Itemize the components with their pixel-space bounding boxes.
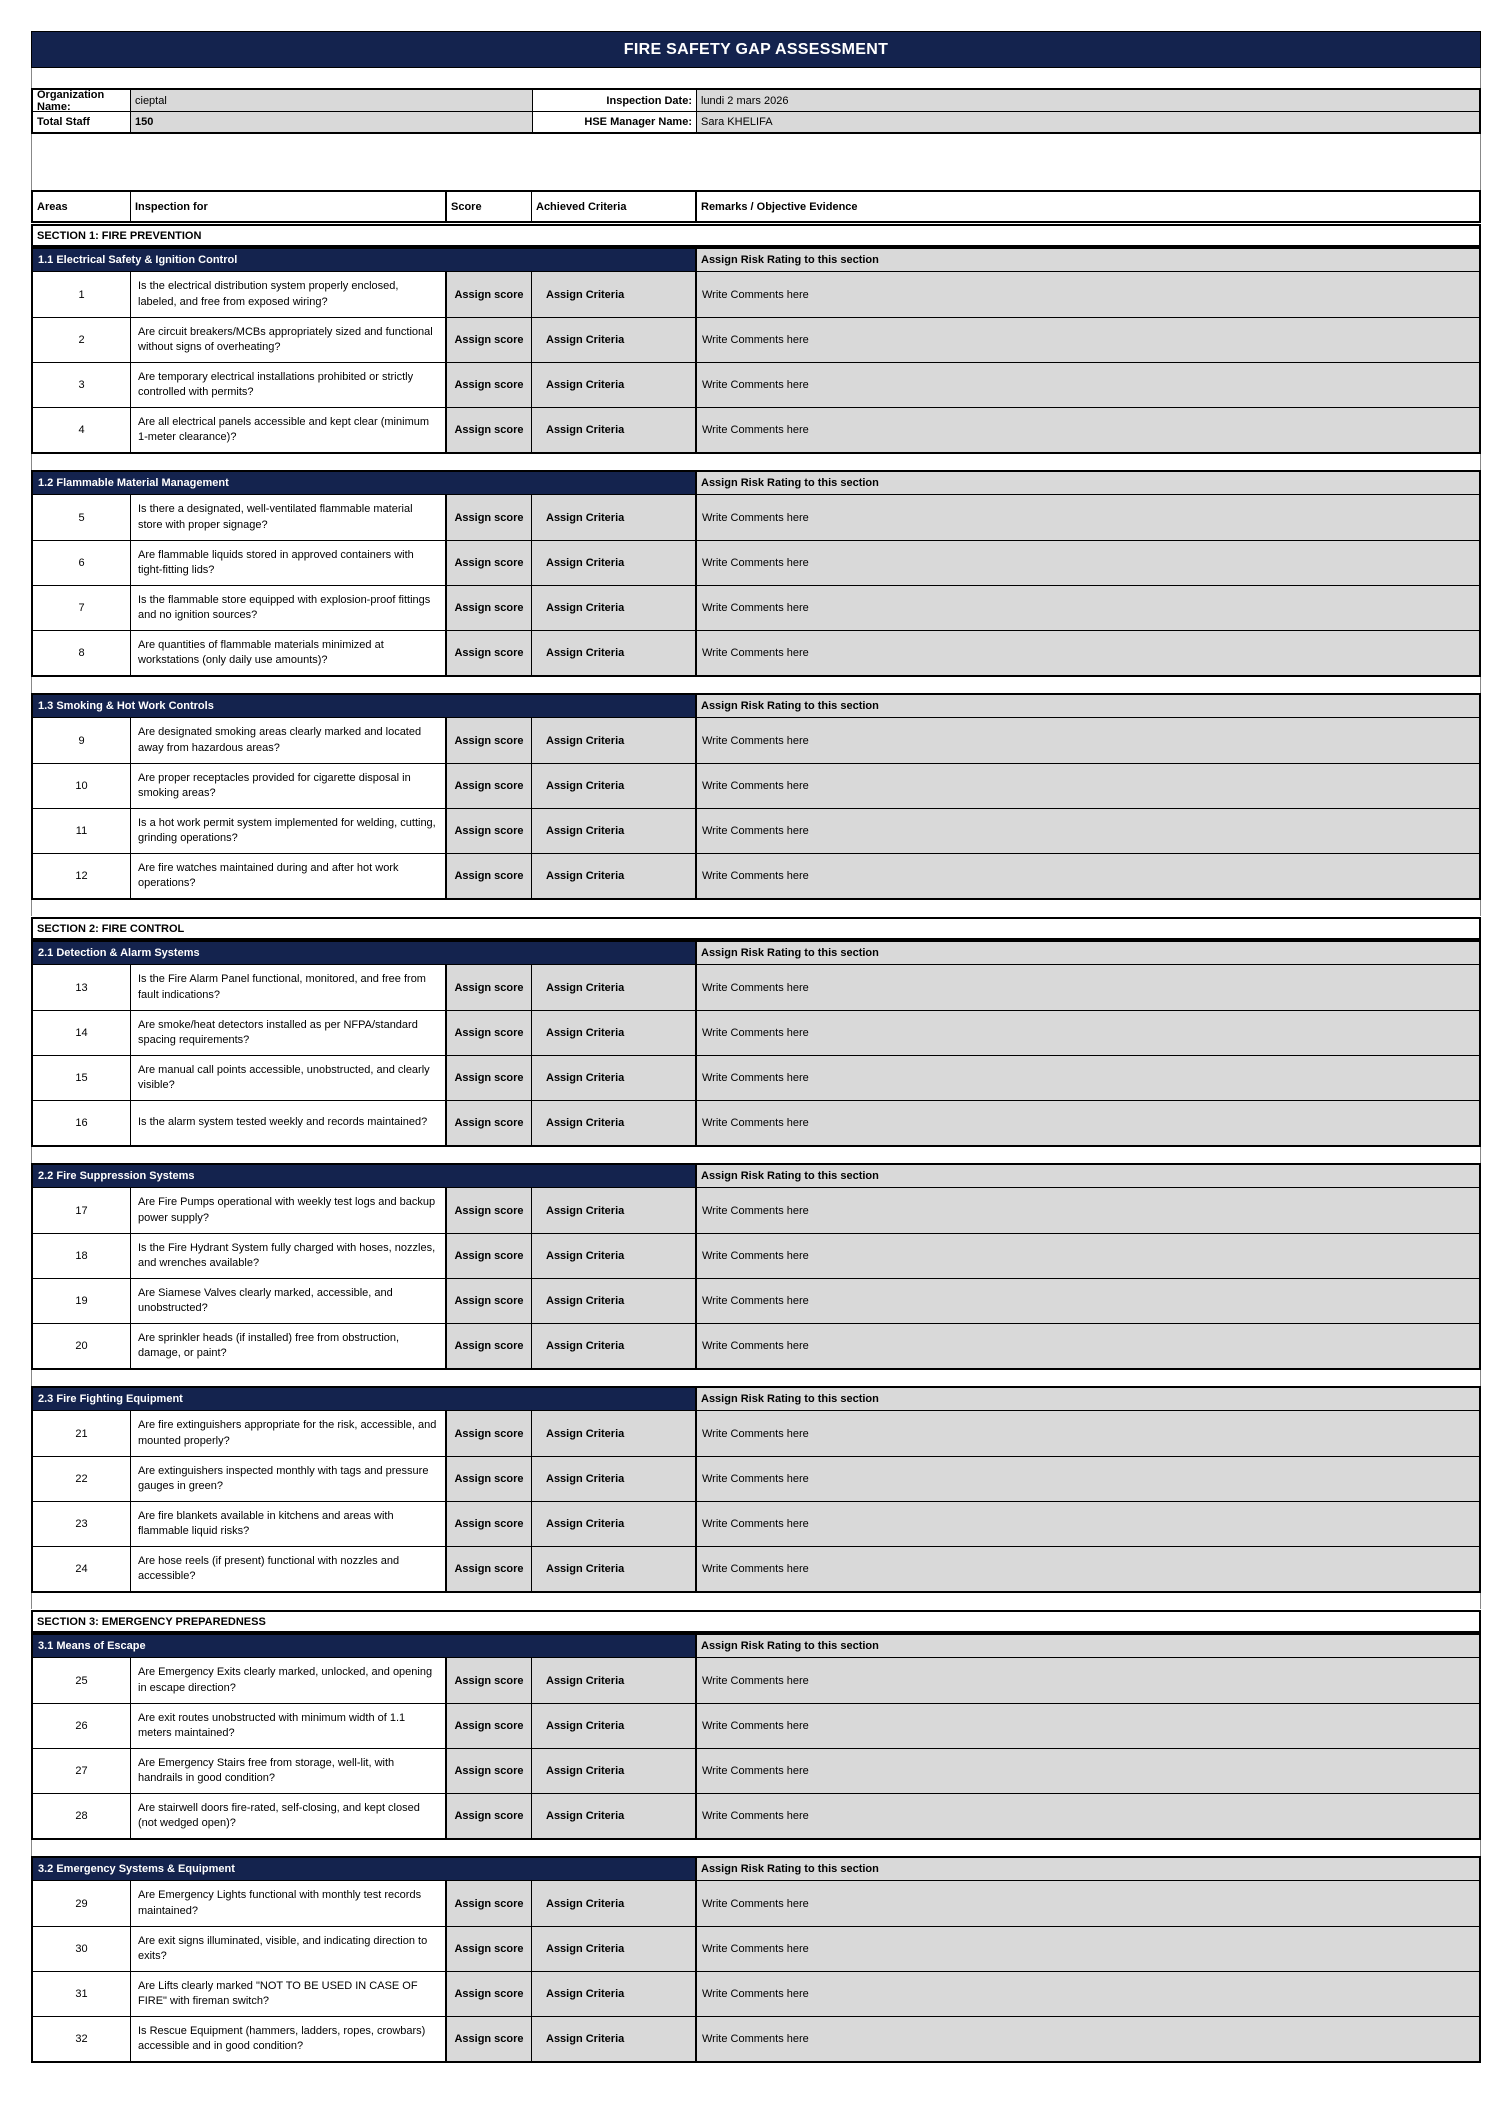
question-row xyxy=(33,1278,1479,1323)
total-staff-label: Total Staff xyxy=(33,112,131,132)
question-row xyxy=(33,1323,1479,1368)
question-text: Are temporary electrical installations prohibited or strictly controlled with permits? xyxy=(131,363,447,407)
question-row xyxy=(33,965,1479,1010)
question-row xyxy=(33,1971,1479,2016)
criteria-cell[interactable]: Assign Criteria xyxy=(532,1547,697,1591)
remarks-cell[interactable]: Write Comments here xyxy=(697,1234,1479,1278)
question-text: Are sprinkler heads (if installed) free from obstruction, damage, or paint? xyxy=(131,1324,447,1368)
criteria-cell[interactable]: Assign Criteria xyxy=(532,586,697,630)
score-cell[interactable]: Assign score xyxy=(447,718,532,763)
remarks-cell[interactable]: Write Comments here xyxy=(697,1794,1479,1838)
subsection-block xyxy=(31,470,1481,677)
report-title: FIRE SAFETY GAP ASSESSMENT xyxy=(31,31,1481,68)
criteria-cell[interactable]: Assign Criteria xyxy=(532,1457,697,1501)
question-text: Are Lifts clearly marked "NOT TO BE USED IN CASE OF FIRE" with fireman switch? xyxy=(131,1972,447,2016)
subsection-block xyxy=(31,693,1481,900)
question-row xyxy=(33,630,1479,675)
question-row xyxy=(33,317,1479,362)
question-text: Are fire watches maintained during and after hot work operations? xyxy=(131,854,447,898)
question-text: Are extinguishers inspected monthly with tags and pressure gauges in green? xyxy=(131,1457,447,1501)
score-cell[interactable]: Assign score xyxy=(447,1502,532,1546)
row-number: 1 xyxy=(33,272,131,317)
question-row xyxy=(33,1456,1479,1501)
criteria-cell[interactable]: Assign Criteria xyxy=(532,272,697,317)
question-text: Are fire blankets available in kitchens and areas with flammable liquid risks? xyxy=(131,1502,447,1546)
remarks-cell[interactable]: Write Comments here xyxy=(697,854,1479,898)
org-name-value[interactable]: cieptal xyxy=(131,90,533,111)
remarks-cell[interactable]: Write Comments here xyxy=(697,272,1479,317)
question-row xyxy=(33,362,1479,407)
info-row-1 xyxy=(33,90,1479,111)
criteria-cell[interactable]: Assign Criteria xyxy=(532,495,697,540)
spacer-row xyxy=(31,134,1481,190)
question-row xyxy=(33,1658,1479,1703)
question-row xyxy=(33,763,1479,808)
spacer-row xyxy=(31,1370,1481,1386)
section-header: SECTION 3: EMERGENCY PREPAREDNESS xyxy=(31,1610,1481,1633)
subsection-title: 1.1 Electrical Safety & Ignition Control xyxy=(33,249,697,271)
column-header-inspection-for: Inspection for xyxy=(131,192,447,221)
inspection-date-label: Inspection Date: xyxy=(533,90,697,111)
score-cell[interactable]: Assign score xyxy=(447,363,532,407)
row-number: 19 xyxy=(33,1279,131,1323)
question-row xyxy=(33,1881,1479,1926)
row-number: 15 xyxy=(33,1056,131,1100)
row-number: 4 xyxy=(33,408,131,452)
question-text: Are exit routes unobstructed with minimum width of 1.1 meters maintained? xyxy=(131,1704,447,1748)
score-cell[interactable]: Assign score xyxy=(447,631,532,675)
subsection-block xyxy=(31,1386,1481,1593)
question-row xyxy=(33,2016,1479,2061)
question-text: Is the Fire Alarm Panel functional, monitored, and free from fault indications? xyxy=(131,965,447,1010)
criteria-cell[interactable]: Assign Criteria xyxy=(532,1279,697,1323)
criteria-cell[interactable]: Assign Criteria xyxy=(532,1749,697,1793)
question-text: Are smoke/heat detectors installed as per NFPA/standard spacing requirements? xyxy=(131,1011,447,1055)
criteria-cell[interactable]: Assign Criteria xyxy=(532,809,697,853)
question-row xyxy=(33,407,1479,452)
risk-rating-cell[interactable]: Assign Risk Rating to this section xyxy=(697,1858,1479,1880)
criteria-cell[interactable]: Assign Criteria xyxy=(532,1411,697,1456)
question-text: Are Emergency Stairs free from storage, well-lit, with handrails in good condition? xyxy=(131,1749,447,1793)
subsection-header-row xyxy=(33,695,1479,718)
assessment-sheet xyxy=(31,31,1481,2063)
column-header-achieved-criteria: Achieved Criteria xyxy=(532,192,697,221)
question-row xyxy=(33,718,1479,763)
score-cell[interactable]: Assign score xyxy=(447,408,532,452)
subsection-header-row xyxy=(33,249,1479,272)
sections-container xyxy=(31,224,1481,2063)
spacer-row xyxy=(31,900,1481,916)
remarks-cell[interactable]: Write Comments here xyxy=(697,1457,1479,1501)
score-cell[interactable]: Assign score xyxy=(447,1794,532,1838)
remarks-cell[interactable]: Write Comments here xyxy=(697,1704,1479,1748)
remarks-cell[interactable]: Write Comments here xyxy=(697,1011,1479,1055)
criteria-cell[interactable]: Assign Criteria xyxy=(532,1188,697,1233)
remarks-cell[interactable]: Write Comments here xyxy=(697,965,1479,1010)
question-text: Are hose reels (if present) functional with nozzles and accessible? xyxy=(131,1547,447,1591)
column-header-score: Score xyxy=(447,192,532,221)
spacer-row xyxy=(31,1840,1481,1856)
question-text: Are exit signs illuminated, visible, and indicating direction to exits? xyxy=(131,1927,447,1971)
subsection-block xyxy=(31,940,1481,1147)
remarks-cell[interactable]: Write Comments here xyxy=(697,631,1479,675)
subsection-title: 2.2 Fire Suppression Systems xyxy=(33,1165,697,1187)
subsection-block xyxy=(31,1163,1481,1370)
question-row xyxy=(33,1188,1479,1233)
remarks-cell[interactable]: Write Comments here xyxy=(697,495,1479,540)
criteria-cell[interactable]: Assign Criteria xyxy=(532,1056,697,1100)
remarks-cell[interactable]: Write Comments here xyxy=(697,1101,1479,1145)
question-row xyxy=(33,1411,1479,1456)
score-cell[interactable]: Assign score xyxy=(447,965,532,1010)
row-number: 12 xyxy=(33,854,131,898)
criteria-cell[interactable]: Assign Criteria xyxy=(532,1972,697,2016)
criteria-cell[interactable]: Assign Criteria xyxy=(532,408,697,452)
row-number: 31 xyxy=(33,1972,131,2016)
risk-rating-cell[interactable]: Assign Risk Rating to this section xyxy=(697,1635,1479,1657)
row-number: 6 xyxy=(33,541,131,585)
score-cell[interactable]: Assign score xyxy=(447,1547,532,1591)
subsection-header-row xyxy=(33,1165,1479,1188)
risk-rating-cell[interactable]: Assign Risk Rating to this section xyxy=(697,695,1479,717)
row-number: 10 xyxy=(33,764,131,808)
criteria-cell[interactable]: Assign Criteria xyxy=(532,764,697,808)
score-cell[interactable]: Assign score xyxy=(447,1411,532,1456)
question-text: Is the flammable store equipped with explosion-proof fittings and no ignition sources? xyxy=(131,586,447,630)
hse-manager-label: HSE Manager Name: xyxy=(533,112,697,132)
score-cell[interactable]: Assign score xyxy=(447,1927,532,1971)
score-cell[interactable]: Assign score xyxy=(447,854,532,898)
subsection-header-row xyxy=(33,472,1479,495)
score-cell[interactable]: Assign score xyxy=(447,2017,532,2061)
remarks-cell[interactable]: Write Comments here xyxy=(697,1411,1479,1456)
question-text: Is the alarm system tested weekly and records maintained? xyxy=(131,1101,447,1145)
subsection-header-row xyxy=(33,1858,1479,1881)
org-name-label: Organization Name: xyxy=(33,90,131,111)
question-row xyxy=(33,1233,1479,1278)
remarks-cell[interactable]: Write Comments here xyxy=(697,2017,1479,2061)
criteria-cell[interactable]: Assign Criteria xyxy=(532,965,697,1010)
remarks-cell[interactable]: Write Comments here xyxy=(697,1658,1479,1703)
column-header-remarks: Remarks / Objective Evidence xyxy=(701,200,858,213)
score-cell[interactable]: Assign score xyxy=(447,1881,532,1926)
subsection-title: 3.2 Emergency Systems & Equipment xyxy=(33,1858,697,1880)
criteria-cell[interactable]: Assign Criteria xyxy=(532,2017,697,2061)
subsection-header-row xyxy=(33,1388,1479,1411)
question-row xyxy=(33,1748,1479,1793)
question-text: Are fire extinguishers appropriate for the risk, accessible, and mounted properly? xyxy=(131,1411,447,1456)
remarks-cell[interactable]: Write Comments here xyxy=(697,1056,1479,1100)
row-number: 2 xyxy=(33,318,131,362)
info-table xyxy=(31,88,1481,134)
criteria-cell[interactable]: Assign Criteria xyxy=(532,1502,697,1546)
remarks-cell[interactable]: Write Comments here xyxy=(697,1502,1479,1546)
criteria-cell[interactable]: Assign Criteria xyxy=(532,631,697,675)
question-text: Are Fire Pumps operational with weekly test logs and backup power supply? xyxy=(131,1188,447,1233)
row-number: 3 xyxy=(33,363,131,407)
subsection-title: 1.2 Flammable Material Management xyxy=(33,472,697,494)
row-number: 14 xyxy=(33,1011,131,1055)
subsection-block xyxy=(31,1633,1481,1840)
score-cell[interactable]: Assign score xyxy=(447,1457,532,1501)
score-cell[interactable]: Assign score xyxy=(447,1972,532,2016)
remarks-cell[interactable]: Write Comments here xyxy=(697,1188,1479,1233)
row-number: 22 xyxy=(33,1457,131,1501)
question-text: Is there a designated, well-ventilated flammable material store with proper signage? xyxy=(131,495,447,540)
question-row xyxy=(33,1100,1479,1145)
question-text: Is Rescue Equipment (hammers, ladders, ropes, crowbars) accessible and in good condition? xyxy=(131,2017,447,2061)
question-text: Are Siamese Valves clearly marked, accessible, and unobstructed? xyxy=(131,1279,447,1323)
subsection-title: 2.3 Fire Fighting Equipment xyxy=(33,1388,697,1410)
risk-rating-cell[interactable]: Assign Risk Rating to this section xyxy=(697,472,1479,494)
row-number: 27 xyxy=(33,1749,131,1793)
info-row-2 xyxy=(33,111,1479,132)
question-text: Are designated smoking areas clearly marked and located away from hazardous areas? xyxy=(131,718,447,763)
question-text: Are all electrical panels accessible and kept clear (minimum 1-meter clearance)? xyxy=(131,408,447,452)
risk-rating-cell[interactable]: Assign Risk Rating to this section xyxy=(697,942,1479,964)
criteria-cell[interactable]: Assign Criteria xyxy=(532,1658,697,1703)
question-row xyxy=(33,1010,1479,1055)
question-row xyxy=(33,540,1479,585)
subsection-block xyxy=(31,1856,1481,2063)
section-header: SECTION 1: FIRE PREVENTION xyxy=(31,224,1481,247)
question-text: Are flammable liquids stored in approved containers with tight-fitting lids? xyxy=(131,541,447,585)
subsection-block xyxy=(31,247,1481,454)
score-cell[interactable]: Assign score xyxy=(447,318,532,362)
section-header: SECTION 2: FIRE CONTROL xyxy=(31,917,1481,940)
criteria-cell[interactable]: Assign Criteria xyxy=(532,1324,697,1368)
remarks-cell[interactable]: Write Comments here xyxy=(697,318,1479,362)
score-cell[interactable]: Assign score xyxy=(447,541,532,585)
remarks-cell[interactable]: Write Comments here xyxy=(697,363,1479,407)
row-number: 25 xyxy=(33,1658,131,1703)
risk-rating-cell[interactable]: Assign Risk Rating to this section xyxy=(697,249,1479,271)
question-row xyxy=(33,1793,1479,1838)
remarks-cell[interactable]: Write Comments here xyxy=(697,1324,1479,1368)
question-text: Are circuit breakers/MCBs appropriately sized and functional without signs of overheating? xyxy=(131,318,447,362)
question-row xyxy=(33,853,1479,898)
score-cell[interactable]: Assign score xyxy=(447,1324,532,1368)
question-text: Are manual call points accessible, unobstructed, and clearly visible? xyxy=(131,1056,447,1100)
row-number: 9 xyxy=(33,718,131,763)
row-number: 30 xyxy=(33,1927,131,1971)
subsection-title: 2.1 Detection & Alarm Systems xyxy=(33,942,697,964)
spacer-row xyxy=(31,454,1481,470)
question-row xyxy=(33,1703,1479,1748)
row-number: 18 xyxy=(33,1234,131,1278)
row-number: 32 xyxy=(33,2017,131,2061)
subsection-title: 3.1 Means of Escape xyxy=(33,1635,697,1657)
question-row xyxy=(33,272,1479,317)
criteria-cell[interactable]: Assign Criteria xyxy=(532,1101,697,1145)
criteria-cell[interactable]: Assign Criteria xyxy=(532,854,697,898)
remarks-cell[interactable]: Write Comments here xyxy=(697,718,1479,763)
question-text: Is a hot work permit system implemented for welding, cutting, grinding operations? xyxy=(131,809,447,853)
question-row xyxy=(33,1546,1479,1591)
criteria-cell[interactable]: Assign Criteria xyxy=(532,541,697,585)
row-number: 20 xyxy=(33,1324,131,1368)
spacer-row xyxy=(31,1593,1481,1609)
row-number: 28 xyxy=(33,1794,131,1838)
score-cell[interactable]: Assign score xyxy=(447,272,532,317)
spacer-row xyxy=(31,677,1481,693)
risk-rating-cell[interactable]: Assign Risk Rating to this section xyxy=(697,1388,1479,1410)
spacer-row xyxy=(31,1147,1481,1163)
row-number: 23 xyxy=(33,1502,131,1546)
remarks-cell[interactable]: Write Comments here xyxy=(697,1881,1479,1926)
row-number: 7 xyxy=(33,586,131,630)
question-text: Is the electrical distribution system properly enclosed, labeled, and free from exposed wiring? xyxy=(131,272,447,317)
score-cell[interactable]: Assign score xyxy=(447,1011,532,1055)
score-cell[interactable]: Assign score xyxy=(447,586,532,630)
subsection-header-row xyxy=(33,942,1479,965)
score-cell[interactable]: Assign score xyxy=(447,1658,532,1703)
score-cell[interactable]: Assign score xyxy=(447,1704,532,1748)
question-text: Is the Fire Hydrant System fully charged with hoses, nozzles, and wrenches available? xyxy=(131,1234,447,1278)
inspection-date-value[interactable]: lundi 2 mars 2026 xyxy=(697,90,1479,111)
row-number: 17 xyxy=(33,1188,131,1233)
remarks-cell[interactable]: Write Comments here xyxy=(697,1749,1479,1793)
criteria-cell[interactable]: Assign Criteria xyxy=(532,1234,697,1278)
question-text: Are quantities of flammable materials minimized at workstations (only daily use amounts)? xyxy=(131,631,447,675)
row-number: 5 xyxy=(33,495,131,540)
row-number: 26 xyxy=(33,1704,131,1748)
question-row xyxy=(33,1501,1479,1546)
score-cell[interactable]: Assign score xyxy=(447,1101,532,1145)
remarks-cell[interactable]: Write Comments here xyxy=(697,1927,1479,1971)
row-number: 13 xyxy=(33,965,131,1010)
remarks-cell[interactable]: Write Comments here xyxy=(697,541,1479,585)
remarks-cell[interactable]: Write Comments here xyxy=(697,1547,1479,1591)
score-cell[interactable]: Assign score xyxy=(447,1749,532,1793)
criteria-cell[interactable]: Assign Criteria xyxy=(532,1881,697,1926)
remarks-cell[interactable]: Write Comments here xyxy=(697,1972,1479,2016)
criteria-cell[interactable]: Assign Criteria xyxy=(532,1927,697,1971)
score-cell[interactable]: Assign score xyxy=(447,1188,532,1233)
row-number: 16 xyxy=(33,1101,131,1145)
column-header-row xyxy=(31,190,1481,223)
spacer-row xyxy=(31,68,1481,88)
subsection-header-row xyxy=(33,1635,1479,1658)
row-number: 29 xyxy=(33,1881,131,1926)
question-text: Are Emergency Exits clearly marked, unlocked, and opening in escape direction? xyxy=(131,1658,447,1703)
risk-rating-cell[interactable]: Assign Risk Rating to this section xyxy=(697,1165,1479,1187)
row-number: 8 xyxy=(33,631,131,675)
remarks-cell[interactable]: Write Comments here xyxy=(697,1279,1479,1323)
criteria-cell[interactable]: Assign Criteria xyxy=(532,363,697,407)
question-text: Are proper receptacles provided for cigarette disposal in smoking areas? xyxy=(131,764,447,808)
remarks-cell[interactable]: Write Comments here xyxy=(697,408,1479,452)
criteria-cell[interactable]: Assign Criteria xyxy=(532,1794,697,1838)
remarks-cell[interactable]: Write Comments here xyxy=(697,809,1479,853)
score-cell[interactable]: Assign score xyxy=(447,809,532,853)
criteria-cell[interactable]: Assign Criteria xyxy=(532,718,697,763)
question-row xyxy=(33,585,1479,630)
total-staff-value[interactable]: 150 xyxy=(131,112,533,132)
remarks-cell[interactable]: Write Comments here xyxy=(697,586,1479,630)
score-cell[interactable]: Assign score xyxy=(447,764,532,808)
question-row xyxy=(33,808,1479,853)
score-cell[interactable]: Assign score xyxy=(447,1279,532,1323)
column-header-areas: Areas xyxy=(33,192,131,221)
score-cell[interactable]: Assign score xyxy=(447,1234,532,1278)
question-row xyxy=(33,495,1479,540)
criteria-cell[interactable]: Assign Criteria xyxy=(532,1704,697,1748)
score-cell[interactable]: Assign score xyxy=(447,1056,532,1100)
criteria-cell[interactable]: Assign Criteria xyxy=(532,318,697,362)
hse-manager-value[interactable]: Sara KHELIFA xyxy=(697,112,1479,132)
row-number: 11 xyxy=(33,809,131,853)
question-row xyxy=(33,1055,1479,1100)
row-number: 24 xyxy=(33,1547,131,1591)
question-row xyxy=(33,1926,1479,1971)
remarks-cell[interactable]: Write Comments here xyxy=(697,764,1479,808)
question-text: Are Emergency Lights functional with monthly test records maintained? xyxy=(131,1881,447,1926)
question-text: Are stairwell doors fire-rated, self-closing, and kept closed (not wedged open)? xyxy=(131,1794,447,1838)
subsection-title: 1.3 Smoking & Hot Work Controls xyxy=(33,695,697,717)
row-number: 21 xyxy=(33,1411,131,1456)
score-cell[interactable]: Assign score xyxy=(447,495,532,540)
criteria-cell[interactable]: Assign Criteria xyxy=(532,1011,697,1055)
